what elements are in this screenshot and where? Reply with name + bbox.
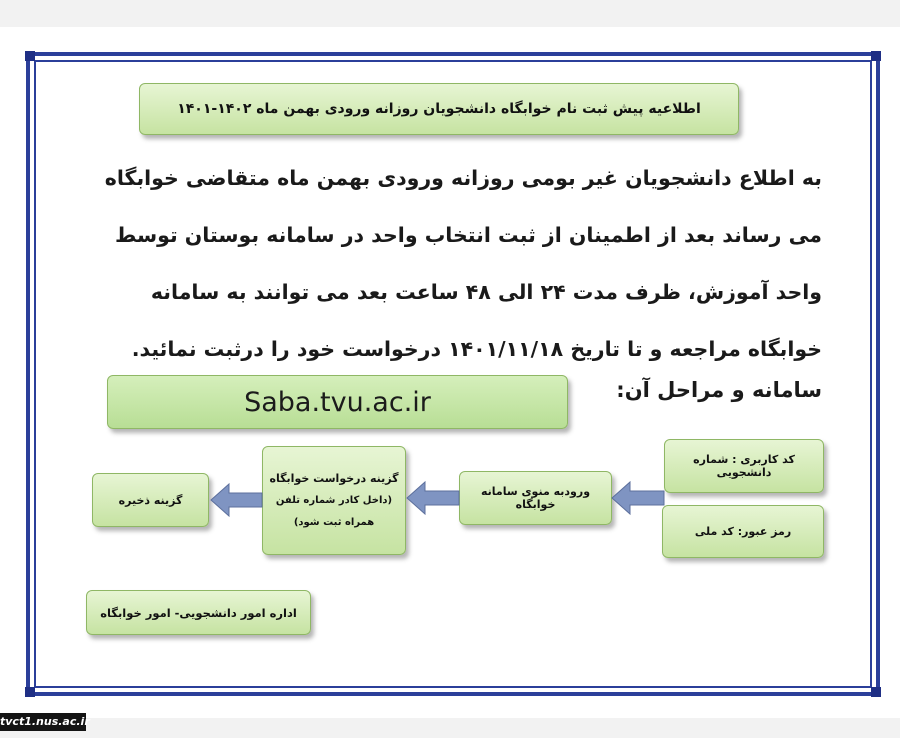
body-line-2: می رساند بعد از اطمینان از ثبت انتخاب واحد در سامانه بوستان توسط bbox=[115, 223, 822, 247]
frame-corner-bottom-left bbox=[25, 687, 35, 697]
top-background-strip bbox=[0, 0, 900, 27]
request-step-title: گزینه درخواست خوابگاه bbox=[269, 471, 399, 485]
body-line-1: به اطلاع دانشجویان غیر بومی روزانه ورودی بهمن ماه متقاضی خوابگاه bbox=[104, 166, 822, 190]
request-step-note-2: همراه ثبت شود) bbox=[293, 516, 375, 528]
announcement-title: اطلاعیه پیش ثبت نام خوابگاه دانشجویان روزانه ورودی بهمن ماه ۱۴۰۲-۱۴۰۱ bbox=[139, 83, 739, 135]
frame-corner-top-right bbox=[871, 51, 881, 61]
footer-site-link[interactable]: tvct1.nus.ac.ir bbox=[0, 713, 86, 731]
frame-corner-top-left bbox=[25, 51, 35, 61]
body-line-3: واحد آموزش، ظرف مدت ۲۴ الی ۴۸ ساعت بعد می توانند به سامانه bbox=[150, 280, 822, 304]
system-url-link[interactable]: Saba.tvu.ac.ir bbox=[107, 375, 568, 429]
frame-corner-bottom-right bbox=[871, 687, 881, 697]
arrow-left-icon bbox=[209, 480, 264, 520]
password-step: رمز عبور: کد ملی bbox=[662, 505, 824, 558]
body-line-4: خوابگاه مراجعه و تا تاریخ ۱۴۰۱/۱۱/۱۸ درخواست خود را درثبت نمائید. bbox=[131, 337, 822, 361]
menu-step: ورودبه منوی سامانه خوابگاه bbox=[459, 471, 612, 525]
save-step: گزینه ذخیره bbox=[92, 473, 209, 527]
username-step: کد کاربری : شماره دانشجویی bbox=[664, 439, 824, 493]
bottom-background-strip bbox=[0, 718, 900, 738]
request-step-note-1: (داخل کادر شماره تلفن bbox=[275, 494, 393, 506]
request-step bbox=[262, 446, 406, 555]
arrow-left-icon bbox=[405, 478, 461, 518]
office-signature: اداره امور دانشجویی- امور خوابگاه bbox=[86, 590, 311, 635]
arrow-left-icon bbox=[610, 478, 666, 518]
steps-label: سامانه و مراحل آن: bbox=[616, 378, 822, 402]
announcement-body bbox=[72, 150, 822, 378]
